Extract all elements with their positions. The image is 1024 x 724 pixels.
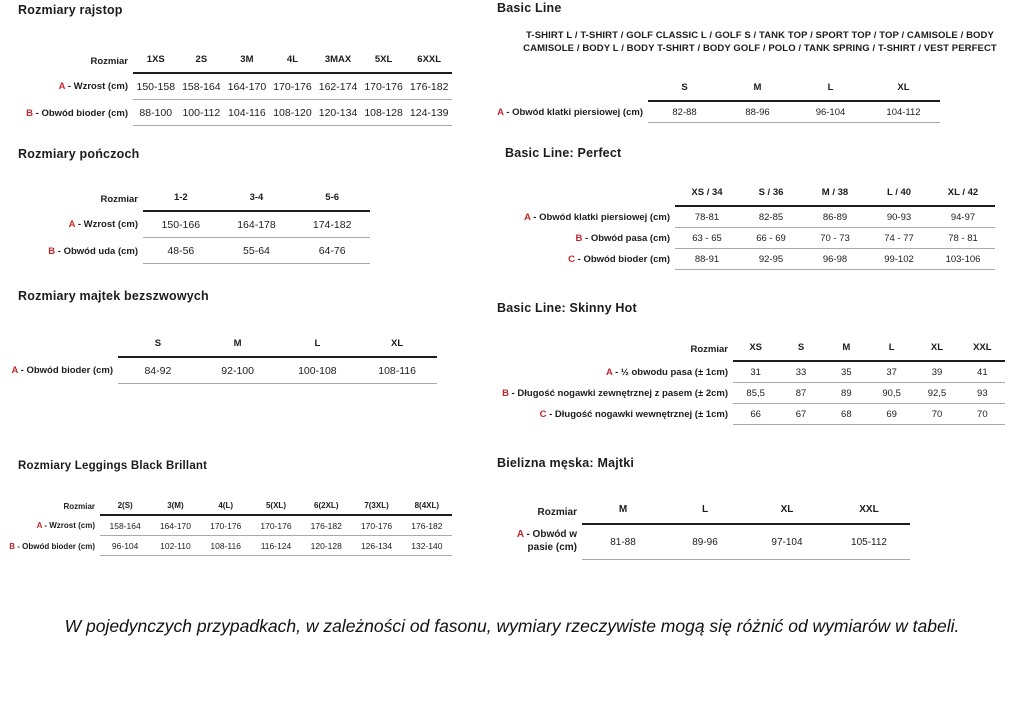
- size-value: 37: [869, 361, 914, 383]
- size-table-body: [495, 206, 995, 270]
- size-value: 108-116: [357, 357, 437, 384]
- size-table-body: [480, 361, 1005, 425]
- table-corner-label: Rozmiar: [537, 506, 577, 518]
- table-corner-label: [470, 78, 648, 101]
- size-table-grid: [480, 338, 1005, 425]
- table-corner-label: Rozmiar: [100, 194, 138, 205]
- table-row: [480, 383, 1005, 404]
- column-header: 6XXL: [406, 50, 452, 73]
- size-table-grid: [2, 50, 452, 126]
- size-table-basic-line: [470, 78, 940, 123]
- header-row: [2, 188, 370, 211]
- size-table-grid: [500, 500, 910, 560]
- dimension-letter: B: [502, 388, 509, 399]
- size-value: 170-176: [270, 73, 316, 100]
- row-label: C - Długość nogawki wewnętrznej (± 1cm): [539, 409, 728, 420]
- size-value: 170-176: [251, 515, 301, 536]
- size-value: 108-116: [201, 536, 251, 556]
- size-table-head: [2, 334, 437, 357]
- size-value: 150-166: [143, 211, 219, 238]
- size-value: 176-182: [406, 73, 452, 100]
- size-value: 96-98: [803, 249, 867, 270]
- size-table-grid: [470, 78, 940, 123]
- size-value: 124-139: [406, 100, 452, 126]
- size-value: 69: [869, 404, 914, 425]
- column-header: 6(2XL): [301, 498, 351, 515]
- row-label: A - Wzrost (cm): [68, 219, 138, 231]
- column-header: 2S: [179, 50, 225, 73]
- column-header: L / 40: [867, 183, 931, 206]
- table-row: [2, 100, 452, 126]
- size-value: 162-174: [315, 73, 361, 100]
- size-value: 90-93: [867, 206, 931, 228]
- size-value: 78 - 81: [931, 228, 995, 249]
- size-table-grid: [2, 498, 452, 556]
- size-value: 174-182: [294, 211, 370, 238]
- size-value: 170-176: [361, 73, 407, 100]
- size-table-grid: [2, 188, 370, 264]
- table-row: [500, 524, 910, 560]
- row-label: C - Obwód bioder (cm): [568, 254, 670, 265]
- column-header: 3MAX: [315, 50, 361, 73]
- size-table-leggings: [2, 498, 452, 556]
- table-row: [480, 404, 1005, 425]
- row-label: B - Obwód bioder (cm): [26, 107, 128, 119]
- table-row: [2, 357, 437, 384]
- row-label: B - Obwód bioder (cm): [9, 541, 95, 551]
- disclaimer-footnote: W pojedynczych przypadkach, w zależności od fasonu, wymiary rzeczywiste mogą się różnić od wymiarów w tabeli.: [64, 616, 960, 636]
- section-title-ponczochy: Rozmiary pończoch: [18, 147, 140, 161]
- size-value: 88-96: [721, 101, 794, 123]
- column-header: XL: [867, 78, 940, 101]
- size-value: 108-120: [270, 100, 316, 126]
- table-row: [480, 361, 1005, 383]
- table-row: [470, 101, 940, 123]
- column-header: S: [118, 334, 198, 357]
- size-value: 85,5: [733, 383, 778, 404]
- column-header: 7(3XL): [351, 498, 401, 515]
- column-header: XL: [914, 338, 959, 361]
- table-row: [495, 228, 995, 249]
- size-value: 86-89: [803, 206, 867, 228]
- column-header: L: [278, 334, 358, 357]
- size-value: 64-76: [294, 238, 370, 264]
- size-value: 100-108: [278, 357, 358, 384]
- size-value: 150-158: [133, 73, 179, 100]
- dimension-letter: B: [9, 541, 15, 551]
- size-value: 87: [778, 383, 823, 404]
- row-label: A - ½ obwodu pasa (± 1cm): [605, 366, 728, 378]
- column-header: XL / 42: [931, 183, 995, 206]
- section-title-basic-line-perfect: Basic Line: Perfect: [505, 146, 622, 160]
- size-table-grid: [495, 183, 995, 270]
- column-header: M: [582, 500, 664, 524]
- size-value: 66: [733, 404, 778, 425]
- size-value: 89: [824, 383, 869, 404]
- dimension-letter: A: [516, 529, 524, 541]
- column-header: L: [869, 338, 914, 361]
- row-label: A - Obwód w pasie (cm): [516, 529, 577, 553]
- column-header: M / 38: [803, 183, 867, 206]
- column-header: 3M: [224, 50, 270, 73]
- column-header: 8(4XL): [402, 498, 452, 515]
- size-value: 97-104: [746, 524, 828, 560]
- size-value: 126-134: [351, 536, 401, 556]
- section-title-bielizna-meska: Bielizna męska: Majtki: [497, 456, 635, 470]
- dimension-letter: A: [36, 521, 43, 531]
- column-header: 1XS: [133, 50, 179, 73]
- size-value: 92-100: [198, 357, 278, 384]
- size-value: 48-56: [143, 238, 219, 264]
- size-value: 84-92: [118, 357, 198, 384]
- size-value: 96-104: [794, 101, 867, 123]
- column-header: XS / 34: [675, 183, 739, 206]
- header-row: [495, 183, 995, 206]
- size-value: 164-178: [219, 211, 295, 238]
- size-table-head: [2, 188, 370, 211]
- dimension-letter: A: [11, 365, 18, 377]
- header-row: [2, 334, 437, 357]
- size-value: 78-81: [675, 206, 739, 228]
- basic-line-product-list: T-SHIRT L / T-SHIRT / GOLF CLASSIC L / GOLF S / TANK TOP / SPORT TOP / TOP / CAMISOLE / BODY CAMISOLE / BODY L / BODY T-SHIRT / BODY GOLF / POLO / TANK SPRING / T-SHIRT / VEST PERFECT: [523, 30, 997, 54]
- dimension-letter: C: [539, 409, 547, 420]
- size-value: 88-91: [675, 249, 739, 270]
- column-header: 1-2: [143, 188, 219, 211]
- row-label: A - Obwód bioder (cm): [11, 365, 113, 377]
- size-value: 96-104: [100, 536, 150, 556]
- column-header: M: [824, 338, 869, 361]
- section-title-basic-line-skinny-hot: Basic Line: Skinny Hot: [497, 301, 637, 315]
- dimension-letter: A: [605, 366, 613, 378]
- size-table-basic-line-perfect: [495, 183, 995, 270]
- column-header: 5-6: [294, 188, 370, 211]
- table-corner-label: [495, 183, 675, 206]
- size-value: 170-176: [351, 515, 401, 536]
- table-row: [2, 536, 452, 556]
- size-value: 132-140: [402, 536, 452, 556]
- size-table-head: [470, 78, 940, 101]
- table-row: [495, 206, 995, 228]
- size-value: 116-124: [251, 536, 301, 556]
- column-header: XXL: [960, 338, 1005, 361]
- row-label: B - Długość nogawki zewnętrznej z pasem (± 2cm): [502, 388, 728, 399]
- column-header: XS: [733, 338, 778, 361]
- size-value: 67: [778, 404, 823, 425]
- dimension-letter: A: [68, 219, 76, 231]
- size-value: 70 - 73: [803, 228, 867, 249]
- row-label: A - Wzrost (cm): [36, 521, 95, 531]
- column-header: XL: [746, 500, 828, 524]
- size-value: 102-110: [150, 536, 200, 556]
- size-value: 39: [914, 361, 959, 383]
- size-value: 74 - 77: [867, 228, 931, 249]
- header-row: [2, 498, 452, 515]
- size-value: 120-128: [301, 536, 351, 556]
- size-value: 92-95: [739, 249, 803, 270]
- column-header: 3-4: [219, 188, 295, 211]
- size-value: 41: [960, 361, 1005, 383]
- column-header: XL: [357, 334, 437, 357]
- column-header: L: [794, 78, 867, 101]
- table-row: [2, 211, 370, 238]
- size-table-head: [495, 183, 995, 206]
- row-label: B - Obwód uda (cm): [48, 245, 138, 257]
- size-value: 176-182: [402, 515, 452, 536]
- size-value: 158-164: [100, 515, 150, 536]
- size-value: 176-182: [301, 515, 351, 536]
- section-title-leggings: Rozmiary Leggings Black Brillant: [18, 460, 208, 472]
- size-value: 66 - 69: [739, 228, 803, 249]
- size-value: 120-134: [315, 100, 361, 126]
- size-value: 103-106: [931, 249, 995, 270]
- header-row: [470, 78, 940, 101]
- column-header: M: [721, 78, 794, 101]
- size-value: 170-176: [201, 515, 251, 536]
- dimension-letter: B: [26, 107, 33, 119]
- row-label: A - Wzrost (cm): [58, 81, 128, 93]
- size-value: 92,5: [914, 383, 959, 404]
- size-table-head: [2, 498, 452, 515]
- section-title-majtki-bezszwowe: Rozmiary majtek bezszwowych: [18, 289, 209, 303]
- row-label: A - Obwód klatki piersiowej (cm): [524, 211, 670, 223]
- size-value: 164-170: [150, 515, 200, 536]
- dimension-letter: A: [58, 81, 66, 93]
- size-value: 70: [960, 404, 1005, 425]
- size-value: 88-100: [133, 100, 179, 126]
- column-header: 4L: [270, 50, 316, 73]
- size-value: 94-97: [931, 206, 995, 228]
- column-header: S / 36: [739, 183, 803, 206]
- header-row: [2, 50, 452, 73]
- section-title-rajstopy: Rozmiary rajstop: [18, 3, 123, 17]
- size-value: 104-116: [224, 100, 270, 126]
- column-header: M: [198, 334, 278, 357]
- size-value: 82-88: [648, 101, 721, 123]
- column-header: S: [778, 338, 823, 361]
- table-row: [2, 515, 452, 536]
- dimension-letter: B: [48, 245, 56, 257]
- size-table-body: [2, 515, 452, 556]
- size-table-ponczochy: [2, 188, 370, 264]
- table-row: [495, 249, 995, 270]
- size-table-body: [2, 211, 370, 264]
- size-value: 93: [960, 383, 1005, 404]
- size-table-basic-line-skinny-hot: [480, 338, 1005, 425]
- size-value: 82-85: [739, 206, 803, 228]
- column-header: XXL: [828, 500, 910, 524]
- size-table-body: [2, 73, 452, 126]
- size-value: 35: [824, 361, 869, 383]
- table-corner-label: Rozmiar: [63, 502, 95, 511]
- row-label: B - Obwód pasa (cm): [575, 233, 670, 244]
- section-title-basic-line: Basic Line: [497, 1, 562, 15]
- size-value: 104-112: [867, 101, 940, 123]
- table-corner-label: Rozmiar: [90, 56, 128, 67]
- size-value: 31: [733, 361, 778, 383]
- size-value: 63 - 65: [675, 228, 739, 249]
- size-table-head: [480, 338, 1005, 361]
- size-value: 108-128: [361, 100, 407, 126]
- table-corner-label: [2, 334, 118, 357]
- column-header: 4(L): [201, 498, 251, 515]
- header-row: [500, 500, 910, 524]
- dimension-letter: A: [524, 211, 531, 223]
- column-header: 5(XL): [251, 498, 301, 515]
- table-corner-label: Rozmiar: [690, 344, 728, 355]
- dimension-letter: C: [568, 254, 575, 265]
- size-value: 158-164: [179, 73, 225, 100]
- header-row: [480, 338, 1005, 361]
- size-value: 33: [778, 361, 823, 383]
- size-value: 99-102: [867, 249, 931, 270]
- column-header: S: [648, 78, 721, 101]
- table-row: [2, 73, 452, 100]
- size-value: 55-64: [219, 238, 295, 264]
- size-table-body: [2, 357, 437, 384]
- size-table-head: [500, 500, 910, 524]
- size-value: 70: [914, 404, 959, 425]
- size-value: 100-112: [179, 100, 225, 126]
- size-value: 164-170: [224, 73, 270, 100]
- size-table-grid: [2, 334, 437, 384]
- size-table-bielizna-meska: [500, 500, 910, 560]
- column-header: 2(S): [100, 498, 150, 515]
- table-row: [2, 238, 370, 264]
- row-label: A - Obwód klatki piersiowej (cm): [497, 106, 643, 118]
- column-header: 3(M): [150, 498, 200, 515]
- size-value: 89-96: [664, 524, 746, 560]
- size-table-majtki-bezszwowe: [2, 334, 437, 384]
- size-value: 68: [824, 404, 869, 425]
- column-header: L: [664, 500, 746, 524]
- size-value: 90,5: [869, 383, 914, 404]
- size-table-body: [470, 101, 940, 123]
- size-value: 105-112: [828, 524, 910, 560]
- column-header: 5XL: [361, 50, 407, 73]
- size-table-head: [2, 50, 452, 73]
- size-table-rajstopy: [2, 50, 452, 126]
- dimension-letter: A: [497, 106, 504, 118]
- size-value: 81-88: [582, 524, 664, 560]
- size-table-body: [500, 524, 910, 560]
- dimension-letter: B: [575, 233, 583, 244]
